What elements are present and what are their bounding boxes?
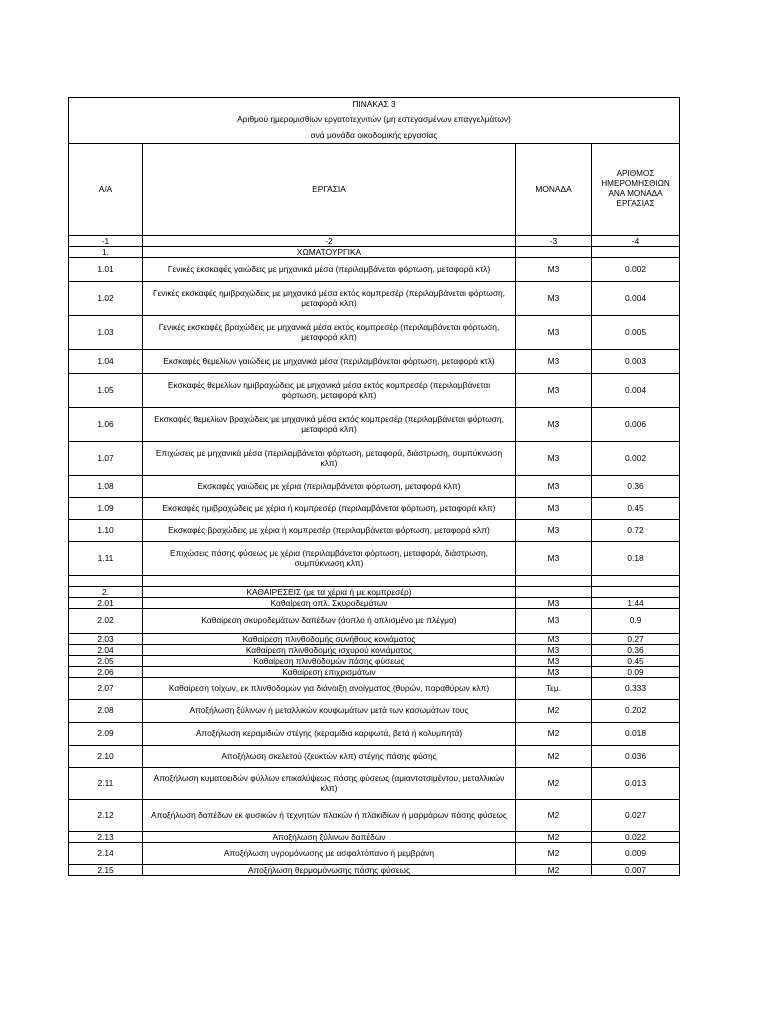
header-ergasia: ΕΡΓΑΣΙΑ [143,143,516,235]
cell-ergasia: Αποξήλωση ξύλινων δαπέδων [143,831,516,842]
table-row [69,541,680,575]
cell-aa: 1.06 [69,407,143,441]
cell-monada: Τεμ. [516,677,592,699]
cell-ergasia: Αποξήλωση δαπέδων εκ φυσικών ή τεχνητών πλακών ή πλακιδίων ή μαρμάρων πάσης φύσεως [143,799,516,831]
cell-ergasia: Καθαίρεση πλινθοδομής ισχυρού κονιάματος [143,644,516,655]
table-row [69,246,680,257]
cell-monada: Μ2 [516,722,592,745]
table-row [69,655,680,666]
table-row [69,407,680,441]
cell-value: 0.004 [592,281,680,315]
cell-value: 0.005 [592,315,680,349]
cell-aa: 1.01 [69,257,143,281]
cell-ergasia: Καθαίρεση επιχρισμάτων [143,666,516,677]
cell-aa: 2.06 [69,666,143,677]
cell-value: 0.27 [592,633,680,644]
cell-monada: Μ3 [516,519,592,541]
cell-aa: 2.08 [69,699,143,722]
cell-ergasia: ΚΑΘΑΙΡΕΣΕΙΣ (με τα χέρια ή με κομπρεσέρ) [143,586,516,597]
table-row [69,699,680,722]
col-number: -4 [592,235,680,246]
cell-ergasia: Γενικές εκσκαφές γαιώδεις με μηχανικά μέσα (περιλαμβάνεται φόρτωση, μεταφορά κτλ) [143,257,516,281]
cell-monada [516,575,592,586]
table-row [69,597,680,608]
col-number: -3 [516,235,592,246]
header-monada: ΜΟΝΑΔΑ [516,143,592,235]
cell-monada: Μ2 [516,799,592,831]
cell-ergasia: Εκσκαφές γαιώδεις με χέρια (περιλαμβάνεται φόρτωση, μεταφορά κλπ) [143,475,516,497]
cell-value: 0.72 [592,519,680,541]
header-arithmos: ΑΡΙΘΜΟΣ ΗΜΕΡΟΜΗΣΘΙΩΝ ΑΝΑ ΜΟΝΑΔΑ ΕΡΓΑΣΙΑΣ [592,143,680,235]
table-subtitle-2: ανά μονάδα οικοδομικής εργασίας [69,128,680,143]
cell-monada: Μ2 [516,864,592,875]
cell-monada: Μ3 [516,441,592,475]
cell-aa: 2.05 [69,655,143,666]
title-row [69,98,680,112]
table-row [69,722,680,745]
table-body [69,98,680,876]
cell-value [592,586,680,597]
cell-monada: Μ3 [516,597,592,608]
cell-value: 0.003 [592,349,680,373]
cell-value: 0.333 [592,677,680,699]
table-row [69,677,680,699]
data-table [68,97,680,876]
cell-aa: 2.12 [69,799,143,831]
cell-ergasia: Επιχώσεις πάσης φύσεως με χέρια (περιλαμβάνεται φόρτωση, μεταφορά, διάστρωση, συμπύκνωση κλπ) [143,541,516,575]
cell-value: 0.004 [592,373,680,407]
cell-ergasia: ΧΩΜΑΤΟΥΡΓΙΚΑ [143,246,516,257]
table-row [69,373,680,407]
table-row [69,281,680,315]
cell-aa: 1.05 [69,373,143,407]
table-row [69,519,680,541]
cell-value: 0.009 [592,842,680,864]
cell-value: 0.013 [592,767,680,799]
cell-aa: 1.10 [69,519,143,541]
table-row [69,767,680,799]
table-row [69,315,680,349]
table-title: ΠΙΝΑΚΑΣ 3 [69,98,680,112]
cell-ergasia: Καθαίρεση πλινθοδομών πάσης φύσεως [143,655,516,666]
table-row [69,586,680,597]
cell-ergasia: Αποξήλωση υγρομόνωσης με ασφαλτόπανο ή μεμβράνη [143,842,516,864]
cell-value: 0.202 [592,699,680,722]
cell-aa: 2.07 [69,677,143,699]
cell-aa: 2.13 [69,831,143,842]
cell-monada: Μ3 [516,633,592,644]
cell-aa: 2.09 [69,722,143,745]
cell-value: 0.018 [592,722,680,745]
cell-aa: 1.08 [69,475,143,497]
cell-monada: Μ3 [516,373,592,407]
col-number: -2 [143,235,516,246]
cell-monada: Μ3 [516,541,592,575]
column-number-row [69,235,680,246]
cell-aa: 2.10 [69,745,143,767]
cell-ergasia: Αποξήλωση θερμομόνωσης πάσης φύσεως [143,864,516,875]
cell-monada: Μ3 [516,349,592,373]
cell-value: 0.007 [592,864,680,875]
cell-aa: 1.03 [69,315,143,349]
cell-value: 1.44 [592,597,680,608]
cell-ergasia: Καθαίρεση τοίχων, εκ πλινθοδομών για διάνοιξη ανοίγματος (θυρών, παραθύρων κλπ) [143,677,516,699]
cell-aa: 2. [69,586,143,597]
cell-aa: 1.09 [69,497,143,519]
cell-value: 0.45 [592,497,680,519]
cell-ergasia: Εκσκαφές βραχώδεις με χέρια ή κομπρεσέρ (περιλαμβάνεται φόρτωση, μεταφορά κλπ) [143,519,516,541]
cell-monada: Μ3 [516,497,592,519]
cell-monada: Μ3 [516,281,592,315]
cell-monada: Μ3 [516,257,592,281]
cell-aa: 1.07 [69,441,143,475]
cell-ergasia: Επιχώσεις με μηχανικά μέσα (περιλαμβάνεται φόρτωση, μεταφορά, διάστρωση, συμπύκνωση κλπ) [143,441,516,475]
cell-aa: 1.02 [69,281,143,315]
cell-ergasia: Εκσκαφές θεμελίων βραχώδεις με μηχανικά μέσα εκτός κομπρεσέρ (περιλαμβάνεται φόρτωση, μεταφορά κλπ) [143,407,516,441]
header-aa: Α/Α [69,143,143,235]
cell-value: 0.45 [592,655,680,666]
cell-value: 0.022 [592,831,680,842]
cell-monada: Μ2 [516,699,592,722]
cell-value: 0.36 [592,475,680,497]
cell-aa: 2.04 [69,644,143,655]
table-subtitle: Αριθμού ημερομισθίων εργατοτεχνιτών (μη εστεγασμένων επαγγελμάτων) [69,111,680,128]
cell-value: 0.09 [592,666,680,677]
cell-ergasia: Εκσκαφές θεμελίων γαιώδεις με μηχανικά μέσα (περιλαμβάνεται φόρτωση, μεταφορά κτλ) [143,349,516,373]
cell-ergasia: Αποξήλωση κυματοειδών φύλλων επικαλύψεως πάσης φύσεως (αμιαντοτσιμέντου, μεταλλικών κλπ) [143,767,516,799]
table-row [69,257,680,281]
cell-value: 0.006 [592,407,680,441]
cell-monada: Μ3 [516,666,592,677]
table-row [69,831,680,842]
table-row [69,575,680,586]
cell-aa: 2.02 [69,608,143,633]
cell-aa: 2.03 [69,633,143,644]
table-row [69,349,680,373]
cell-monada: Μ2 [516,831,592,842]
cell-value: 0.002 [592,441,680,475]
cell-ergasia: Αποξήλωση ξύλινων ή μεταλλικών κουφωμάτων μετά των κασωμάτων τους [143,699,516,722]
cell-monada: Μ3 [516,608,592,633]
cell-aa: 1.04 [69,349,143,373]
cell-ergasia: Καθαίρεση πλινθοδομής συνήθους κονιάματος [143,633,516,644]
cell-aa: 2.15 [69,864,143,875]
cell-monada: Μ3 [516,644,592,655]
cell-aa: 2.11 [69,767,143,799]
col-number: -1 [69,235,143,246]
cell-ergasia: Γενικές εκσκαφές ημιβραχώδεις με μηχανικά μέσα εκτός κομπρεσέρ (περιλαμβάνεται φόρτωση, μεταφορά κλπ) [143,281,516,315]
table-row [69,745,680,767]
table-row [69,441,680,475]
cell-value: 0.36 [592,644,680,655]
subtitle-row [69,111,680,128]
cell-monada: Μ2 [516,767,592,799]
header-row [69,143,680,235]
cell-aa: 1. [69,246,143,257]
cell-monada: Μ3 [516,655,592,666]
cell-ergasia: Εκσκαφές θεμελίων ημιβραχώδεις με μηχανικά μέσα εκτός κομπρεσέρ (περιλαμβάνεται φόρτωση, μεταφορά κλπ) [143,373,516,407]
cell-monada: Μ3 [516,475,592,497]
cell-ergasia: Γενικές εκσκαφές βραχώδεις με μηχανικά μέσα εκτός κομπρεσέρ (περιλαμβάνεται φόρτωση, μεταφορά κλπ) [143,315,516,349]
cell-monada: Μ2 [516,745,592,767]
cell-monada [516,586,592,597]
table-row [69,497,680,519]
table-row [69,644,680,655]
subtitle-row-2 [69,128,680,143]
cell-ergasia: Καθαίρεση σκυροδεμάτων δαπέδων (άοπλο ή οπλισμένο με πλέγμα) [143,608,516,633]
table-row [69,475,680,497]
cell-value: 0.027 [592,799,680,831]
cell-aa: 2.01 [69,597,143,608]
cell-aa: 1.11 [69,541,143,575]
table-row [69,608,680,633]
cell-ergasia [143,575,516,586]
cell-aa [69,575,143,586]
cell-value: 0.036 [592,745,680,767]
cell-monada: Μ3 [516,315,592,349]
table-row [69,842,680,864]
table-row [69,799,680,831]
cell-value: 0.002 [592,257,680,281]
cell-ergasia: Καθαίρεση οπλ. Σκυροδεμάτων [143,597,516,608]
cell-value: 0.18 [592,541,680,575]
cell-monada: Μ3 [516,407,592,441]
cell-value [592,575,680,586]
cell-monada: Μ2 [516,842,592,864]
cell-ergasia: Εκσκαφές ημιβραχώδεις με χέρια ή κομπρεσέρ (περιλαμβάνεται φόρτωση, μεταφορά κλπ) [143,497,516,519]
cell-monada [516,246,592,257]
table-row [69,666,680,677]
cell-aa: 2.14 [69,842,143,864]
table-row [69,633,680,644]
cell-value: 0.9 [592,608,680,633]
table-row [69,864,680,875]
cell-ergasia: Αποξήλωση σκελετού (ζευκτών κλπ) στέγης πάσης φύσης [143,745,516,767]
cell-ergasia: Αποξήλωση κεραμιδιών στέγης (κεραμίδια καρφωτά, βετά ή κολυμπητά) [143,722,516,745]
cell-value [592,246,680,257]
